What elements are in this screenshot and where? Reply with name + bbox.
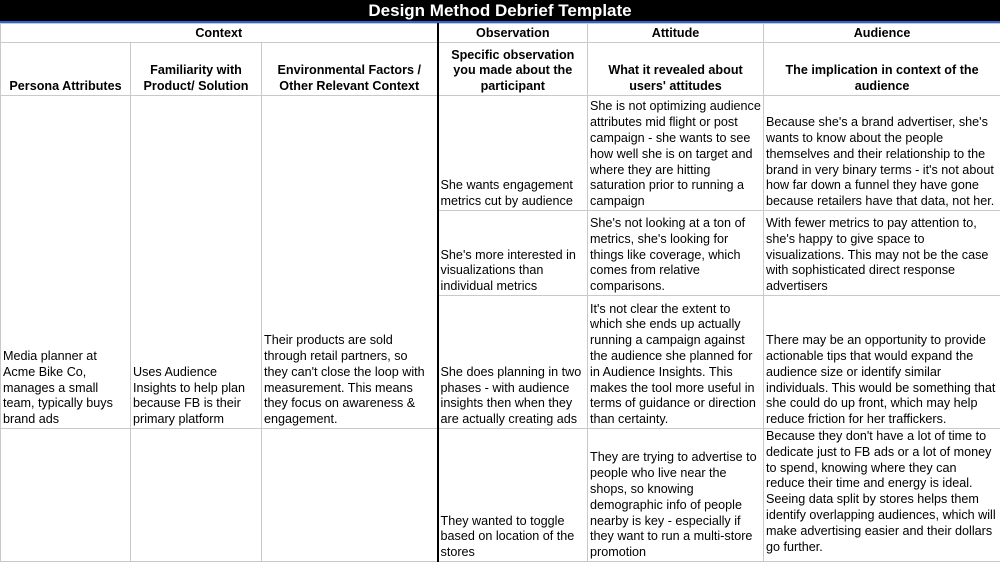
group-audience[interactable]: Audience — [764, 24, 1000, 43]
header-observation[interactable]: Specific observation you made about the participant — [438, 43, 588, 96]
group-attitude[interactable]: Attitude — [588, 24, 764, 43]
group-header-row — [1, 24, 1000, 43]
header-audience[interactable]: The implication in context of the audience — [764, 43, 1000, 96]
header-persona[interactable]: Persona Attributes — [1, 43, 131, 96]
group-observation[interactable]: Observation — [438, 24, 588, 43]
cell-familiarity[interactable]: Uses Audience Insights to help plan because FB is their primary platform — [131, 96, 262, 429]
cell-audience[interactable]: There may be an opportunity to provide actionable tips that would expand the audience size or identify similar individuals. This would be something that she could do up front, which may help reduce friction for her traffickers. — [764, 296, 1000, 429]
cell-attitude[interactable]: She is not optimizing audience attributes mid flight or post campaign - she wants to see how well she is on target and where they are hitting saturation prior to running a campaign — [588, 96, 764, 211]
cell-observation[interactable]: She does planning in two phases - with audience insights then when they are actually creating ads — [438, 296, 588, 429]
cell-persona-attributes[interactable]: Media planner at Acme Bike Co, manages a small team, typically buys brand ads — [1, 96, 131, 429]
sheet-title: Design Method Debrief Template — [0, 0, 1000, 23]
header-familiarity[interactable]: Familiarity with Product/ Solution — [131, 43, 262, 96]
cell-observation[interactable]: She's more interested in visualizations than individual metrics — [438, 211, 588, 296]
cell-audience[interactable]: With fewer metrics to pay attention to, she's happy to give space to visualizations. This may not be the case with sophisticated direct response advertisers — [764, 211, 1000, 296]
group-context[interactable]: Context — [1, 24, 438, 43]
cell-empty[interactable] — [1, 429, 131, 562]
cell-attitude[interactable]: It's not clear the extent to which she ends up actually running a campaign against the audience she planned for in Audience Insights. This makes the tool more useful in terms of guidance or direction than certainty. — [588, 296, 764, 429]
table-row — [1, 96, 1000, 211]
cell-observation[interactable]: She wants engagement metrics cut by audience — [438, 96, 588, 211]
header-environment[interactable]: Environmental Factors / Other Relevant Context — [262, 43, 438, 96]
debrief-table — [0, 23, 1000, 562]
cell-observation[interactable]: They wanted to toggle based on location of the stores — [438, 429, 588, 562]
cell-audience[interactable]: Because they don't have a lot of time to dedicate just to FB ads or a lot of money to spend, knowing where they can reduce their time and energy is ideal. Seeing data split by stores helps them identify overlapping audiences, which will make advertising easier and their dollars go further. — [764, 429, 1000, 562]
cell-audience[interactable]: Because she's a brand advertiser, she's wants to know about the people themselves and their relationship to the brand in very binary terms - it's not about how far down a funnel they have gone because retailers have that data, not her. — [764, 96, 1000, 211]
cell-environment[interactable]: Their products are sold through retail partners, so they can't close the loop with measurement. This means they focus on awareness & engagement. — [262, 96, 438, 429]
cell-empty[interactable] — [131, 429, 262, 562]
header-attitude[interactable]: What it revealed about users' attitudes — [588, 43, 764, 96]
table-row — [1, 429, 1000, 562]
cell-empty[interactable] — [262, 429, 438, 562]
cell-attitude[interactable]: She's not looking at a ton of metrics, she's looking for things like coverage, which comes from relative comparisons. — [588, 211, 764, 296]
cell-attitude[interactable]: They are trying to advertise to people who live near the shops, so knowing demographic info of people nearby is key - especially if they want to run a multi-store promotion — [588, 429, 764, 562]
column-header-row — [1, 43, 1000, 96]
